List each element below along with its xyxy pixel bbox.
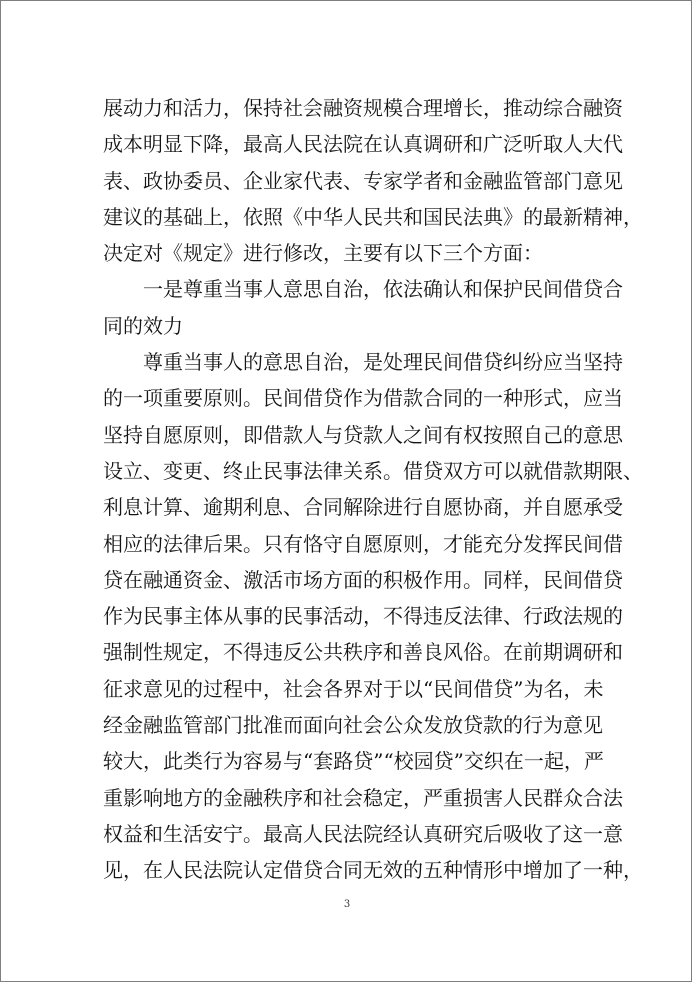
section-heading-line: 同的效力	[103, 313, 183, 338]
page-number: 3	[343, 899, 351, 910]
text-line: 作为民事主体从事的民事活动，不得违反法律、行政法规的	[103, 604, 623, 629]
text-line: 的一项重要原则。民间借贷作为借款合同的一种形式，应当	[103, 386, 623, 411]
text-line: 利息计算、逾期利息、合同解除进行自愿协商，并自愿承受	[103, 495, 623, 520]
text-line: 决定对《规定》进行修改，主要有以下三个方面：	[103, 241, 543, 266]
text-line: 表、政协委员、企业家代表、专家学者和金融监管部门意见	[103, 168, 623, 193]
text-line: 重影响地方的金融秩序和社会稳定，严重损害人民群众合法	[103, 785, 623, 810]
text-line: 见，在人民法院认定借贷合同无效的五种情形中增加了一种，	[103, 858, 643, 883]
text-line: 展动力和活力，保持社会融资规模合理增长，推动综合融资	[103, 96, 623, 120]
text-line: 贷在融通资金、激活市场方面的积极作用。同样，民间借贷	[103, 567, 623, 592]
text-line: 设立、变更、终止民事法律关系。借贷双方可以就借款期限、	[103, 458, 643, 483]
text-line: 建议的基础上，依照《中华人民共和国民法典》的最新精神，	[103, 204, 643, 229]
body-text	[103, 90, 643, 889]
text-line: 强制性规定，不得违反公共秩序和善良风俗。在前期调研和	[103, 640, 623, 665]
text-line: 较大，此类行为容易与“套路贷”“校园贷”交织在一起，严	[103, 749, 604, 774]
text-line: 成本明显下降，最高人民法院在认真调研和广泛听取人大代	[103, 132, 623, 157]
text-line: 权益和生活安宁。最高人民法院经认真研究后吸收了这一意	[103, 821, 623, 846]
text-line: 经金融监管部门批准而面向社会公众发放贷款的行为意见	[103, 713, 603, 738]
text-line: 相应的法律后果。只有恪守自愿原则，才能充分发挥民间借	[103, 531, 623, 556]
text-line: 坚持自愿原则，即借款人与贷款人之间有权按照自己的意思	[103, 422, 623, 447]
text-line: 尊重当事人的意思自治，是处理民间借贷纠纷应当坚持	[143, 350, 623, 375]
section-heading-line: 一是尊重当事人意思自治，依法确认和保护民间借贷合	[143, 277, 623, 302]
text-line: 征求意见的过程中，社会各界对于以“民间借贷”为名，未	[103, 676, 604, 701]
